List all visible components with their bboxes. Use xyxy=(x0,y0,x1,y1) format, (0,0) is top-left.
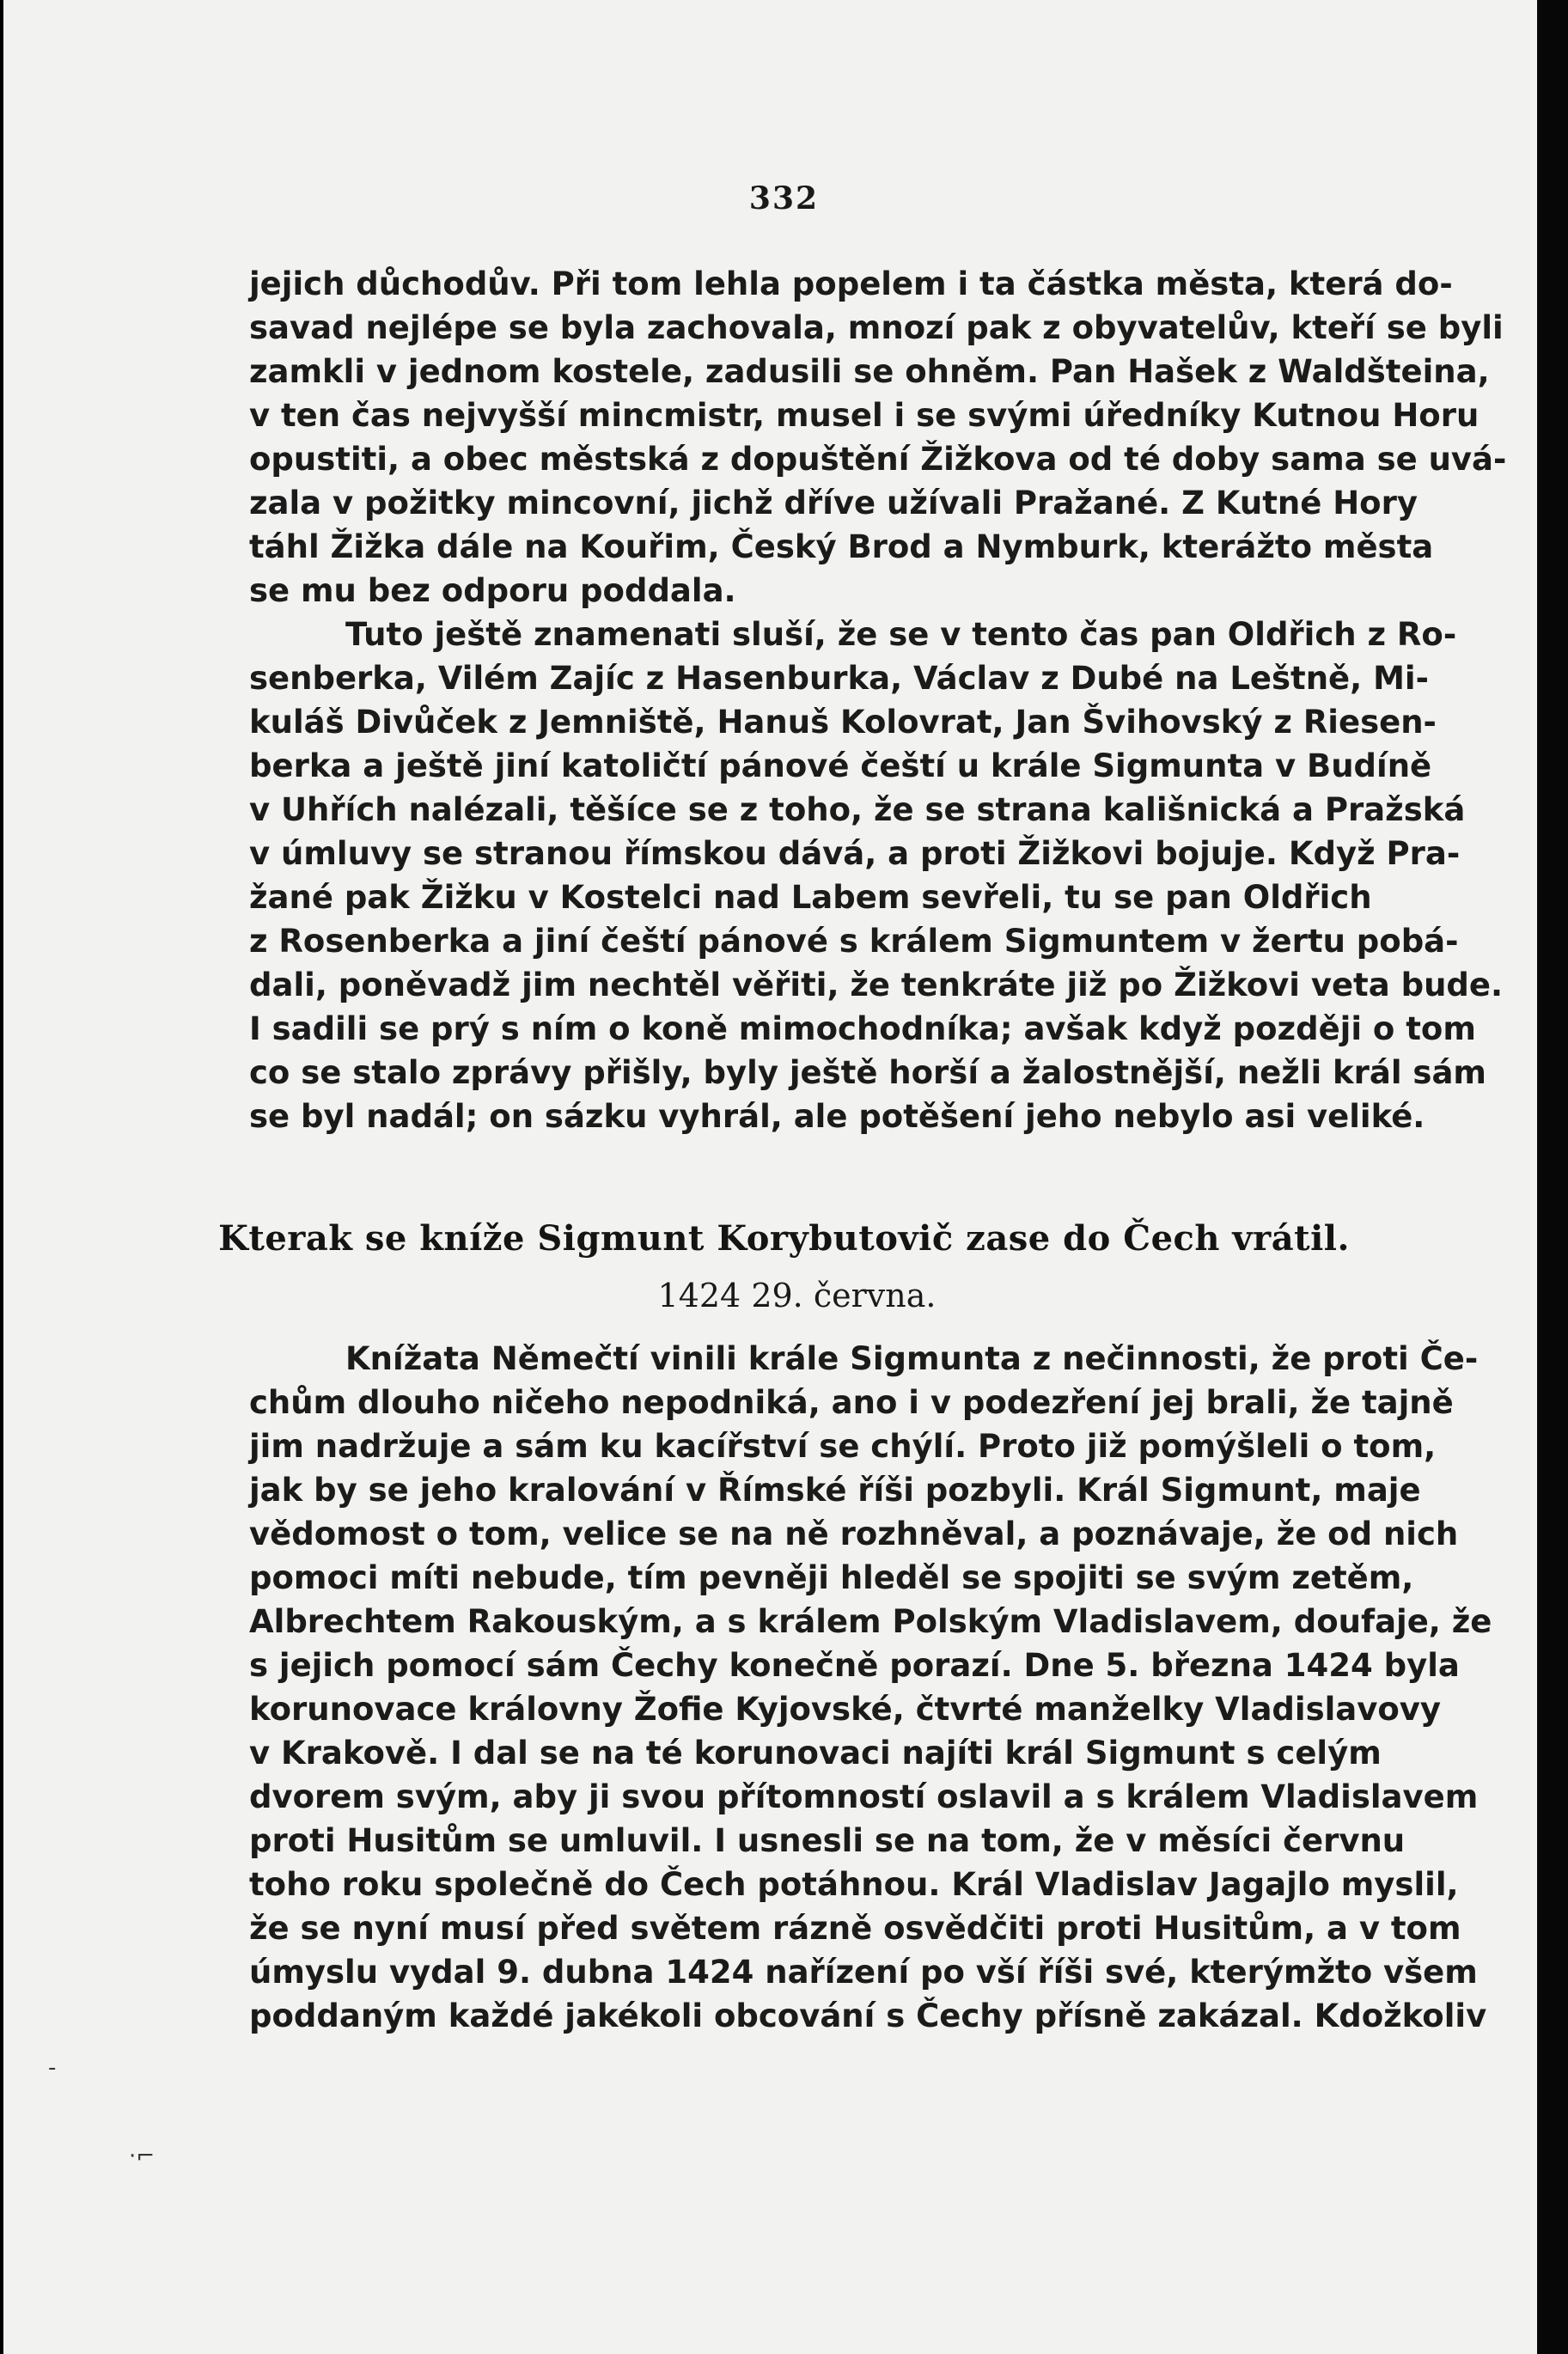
text-line: z Rosenberka a jiní čeští pánové s králem Sigmuntem v žertu pobá- xyxy=(249,923,1459,960)
section-heading: Kterak se kníže Sigmunt Korybutovič zase do Čech vrátil. xyxy=(218,1218,1350,1259)
text-line: jak by se jeho kralování v Římské říši pozbyli. Král Sigmunt, maje xyxy=(249,1472,1421,1509)
text-line: jim nadržuje a sám ku kacířství se chýlí. Proto již pomýšleli o tom, xyxy=(249,1428,1437,1465)
text-line: Albrechtem Rakouským, a s králem Polským Vladislavem, doufaje, že xyxy=(249,1603,1492,1640)
text-line: proti Husitům se umluvil. I usnesli se na tom, že v měsíci červnu xyxy=(249,1822,1406,1859)
text-line: v Krakově. I dal se na té korunovaci najíti král Sigmunt s celým xyxy=(249,1735,1382,1772)
page-number: 332 xyxy=(748,180,820,216)
text-line: v úmluvy se stranou římskou dává, a proti Žižkovi bojuje. Když Pra- xyxy=(249,835,1461,872)
text-line: zala v požitky mincovní, jichž dříve užívali Pražané. Z Kutné Hory xyxy=(249,485,1418,521)
text-line: v ten čas nejvyšší mincmistr, musel i se svými úředníky Kutnou Horu xyxy=(249,397,1480,434)
text-line: jejich důchodův. Při tom lehla popelem i ta částka města, která do- xyxy=(249,265,1453,302)
text-line: se byl nadál; on sázku vyhrál, ale potěšení jeho nebylo asi veliké. xyxy=(249,1098,1425,1135)
section-date: 1424 29. června. xyxy=(657,1277,937,1314)
scan-speck: ·⌐ xyxy=(129,2144,156,2169)
text-line: opustiti, a obec městská z dopuštění Žižkova od té doby sama se uvá- xyxy=(249,441,1507,478)
text-line: senberka, Vilém Zajíc z Hasenburka, Václav z Dubé na Leštně, Mi- xyxy=(249,660,1429,697)
text-line: se mu bez odporu poddala. xyxy=(249,572,736,609)
text-line: dali, poněvadž jim nechtěl věřiti, že tenkráte již po Žižkovi veta bude. xyxy=(249,967,1504,1003)
text-line: s jejich pomocí sám Čechy konečně porazí. Dne 5. března 1424 byla xyxy=(249,1647,1460,1684)
text-line: táhl Žižka dále na Kouřim, Český Brod a Nymburk, kterážto města xyxy=(249,528,1434,565)
text-line: chům dlouho ničeho nepodniká, ano i v podezření jej brali, že tajně xyxy=(249,1384,1454,1421)
text-line: pomoci míti nebude, tím pevněji hleděl se spojiti se svým zetěm, xyxy=(249,1559,1414,1596)
text-block-second xyxy=(249,1337,1492,2038)
text-line: I sadili se prý s ním o koně mimochodníka; avšak když později o tom xyxy=(249,1010,1476,1047)
text-line: zamkli v jednom kostele, zadusili se ohněm. Pan Hašek z Waldšteina, xyxy=(249,353,1490,390)
text-line: že se nyní musí před světem rázně osvědčiti proti Husitům, a v tom xyxy=(249,1910,1461,1947)
text-line: v Uhřích nalézali, těšíce se z toho, že se strana kališnická a Pražská xyxy=(249,791,1466,828)
text-line: Knížata Němečtí vinili krále Sigmunta z nečinnosti, že proti Če- xyxy=(345,1340,1479,1377)
text-line: dvorem svým, aby ji svou přítomností oslavil a s králem Vladislavem xyxy=(249,1778,1479,1815)
text-block-first xyxy=(249,262,1507,1138)
text-line: Tuto ještě znamenati sluší, že se v tento čas pan Oldřich z Ro- xyxy=(345,616,1457,653)
text-line: poddaným každé jakékoli obcování s Čechy přísně zakázal. Kdožkoliv xyxy=(249,1997,1487,2034)
text-line: toho roku společně do Čech potáhnou. Král Vladislav Jagajlo myslil, xyxy=(249,1866,1459,1903)
scan-speck: - xyxy=(48,2055,57,2081)
text-line: žané pak Žižku v Kostelci nad Labem sevřeli, tu se pan Oldřich xyxy=(249,879,1372,916)
text-line: korunovace královny Žofie Kyjovské, čtvrté manželky Vladislavovy xyxy=(249,1691,1442,1728)
text-line: berka a ještě jiní katoličtí pánové čeští u krále Sigmunta v Budíně xyxy=(249,747,1432,784)
text-line: kuláš Divůček z Jemniště, Hanuš Kolovrat, Jan Švihovský z Riesen- xyxy=(249,704,1437,741)
text-line: co se stalo zprávy přišly, byly ještě horší a žalostnější, nežli král sám xyxy=(249,1054,1486,1091)
text-line: vědomost o tom, velice se na ně rozhněval, a poznávaje, že od nich xyxy=(249,1515,1459,1552)
scan-edge xyxy=(1537,0,1568,2354)
text-line: úmyslu vydal 9. dubna 1424 nařízení po vší říši své, kterýmžto všem xyxy=(249,1954,1478,1991)
text-line: savad nejlépe se byla zachovala, mnozí pak z obyvatelův, kteří se byli xyxy=(249,309,1504,346)
